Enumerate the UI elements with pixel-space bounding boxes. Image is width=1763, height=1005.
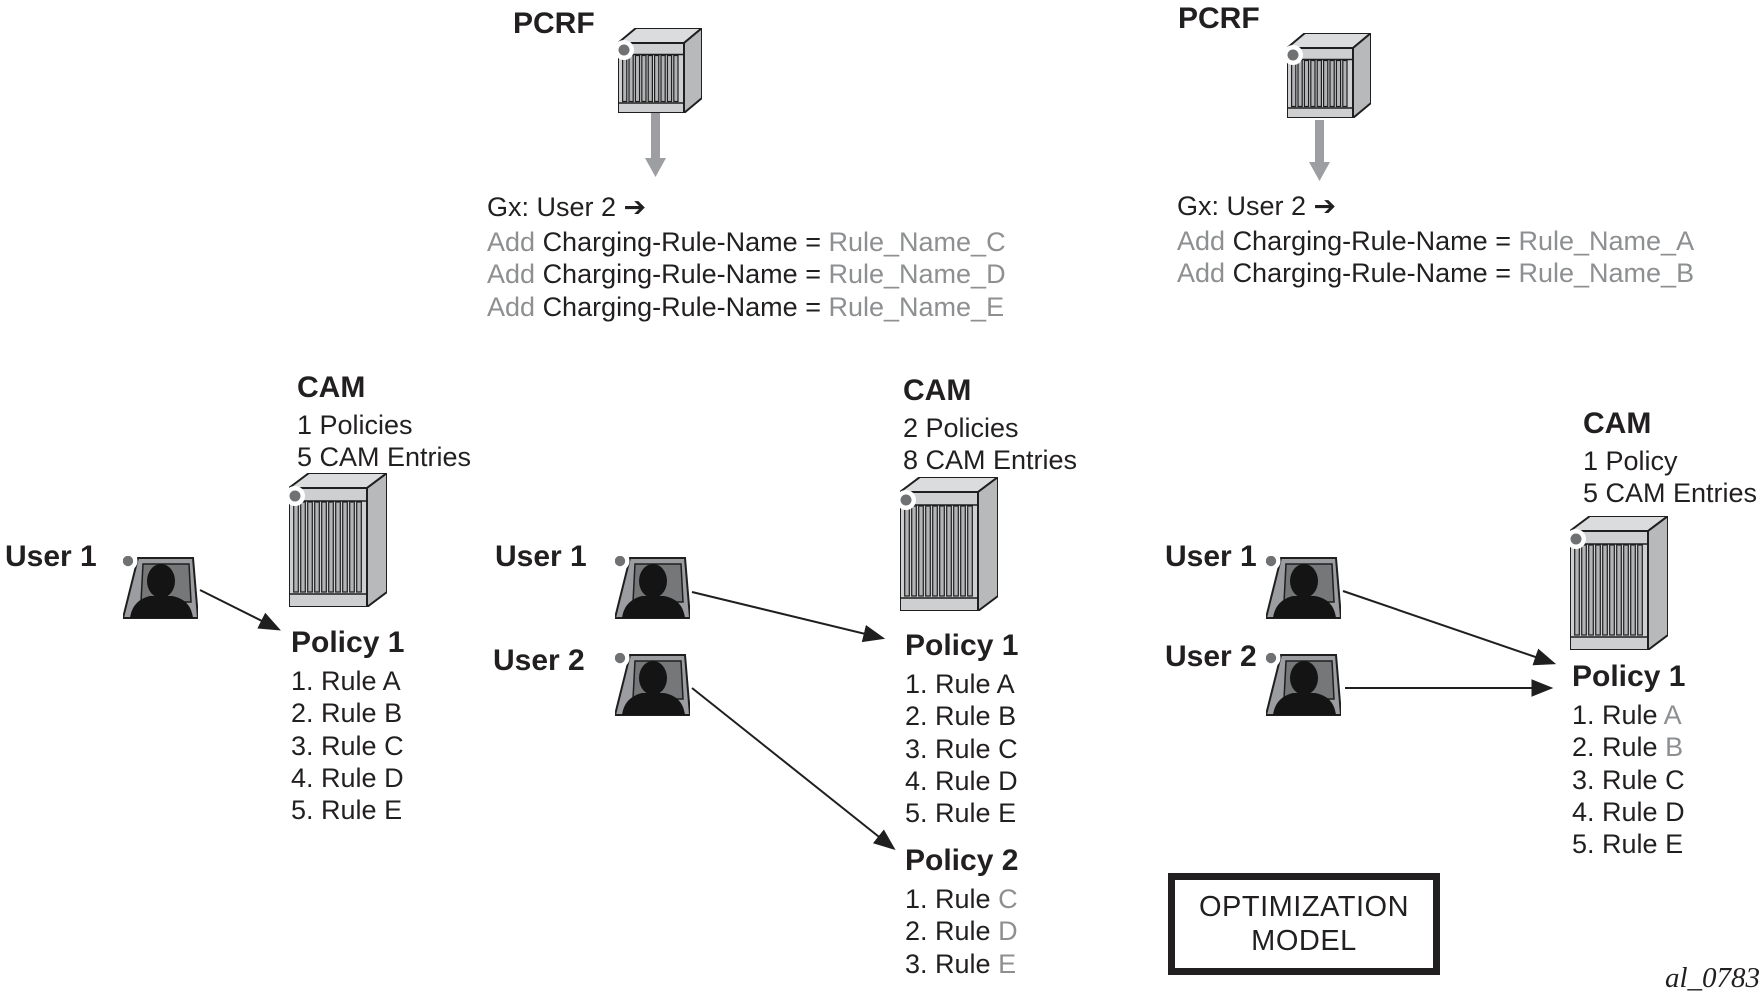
avp-name: Charging-Rule-Name (1232, 258, 1488, 289)
rule-prefix: 4. Rule (291, 762, 377, 793)
avp-name: Charging-Rule-Name (542, 291, 798, 322)
rule-prefix: 3. Rule (291, 730, 377, 761)
rule-value: Rule_Name_C (828, 227, 1006, 257)
policy-rule (291, 794, 404, 826)
policy-rules (1572, 699, 1685, 860)
policy2-block-middle (905, 844, 1018, 980)
policy-rule (905, 797, 1018, 829)
policy1-block-middle (905, 629, 1018, 829)
add-keyword: Add (487, 259, 536, 290)
policy-rule (905, 668, 1018, 700)
pcrf-router-icon (618, 28, 702, 113)
rule-letter: A (996, 669, 1015, 699)
pcrf-right-title: PCRF (1178, 2, 1260, 35)
rule-letter: C (998, 884, 1018, 914)
rule-letter: B (384, 698, 403, 729)
cam-entry-count: 8 CAM Entries (903, 445, 1078, 476)
rule-letter: E (998, 948, 1017, 979)
add-keyword: Add (487, 291, 536, 322)
cam-chassis-icon (1570, 516, 1668, 650)
rule-letter: D (998, 765, 1018, 796)
pcrf-right-down-arrow (1309, 120, 1330, 181)
rule-letter: B (998, 701, 1017, 732)
cam-chassis-icon (289, 473, 387, 607)
rule-prefix: 3. Rule (1572, 764, 1658, 795)
avp-name: Charging-Rule-Name (542, 227, 798, 257)
right-arrow-glyph: ➔ (1313, 191, 1337, 221)
rule-prefix: 1. Rule (291, 666, 377, 696)
user1-label: User 1 (495, 540, 587, 573)
arrow-mid-user1-policy1 (692, 592, 882, 638)
policy-rule (905, 948, 1018, 980)
user-avatar-icon (1266, 556, 1341, 620)
cam-entry-count: 5 CAM Entries (297, 442, 472, 473)
cam-title: CAM (297, 371, 366, 404)
cam-policy-count: 1 Policies (297, 410, 413, 440)
rule-letter: E (384, 795, 403, 826)
cam-left-labels (297, 369, 471, 474)
rule-letter: A (1663, 700, 1682, 730)
equals-sign: = (1495, 258, 1511, 289)
rule-prefix: 1. Rule (1572, 700, 1658, 730)
gx-label: Gx: User 2 (1177, 191, 1307, 221)
user2-label: User 2 (493, 644, 585, 677)
add-keyword: Add (1177, 258, 1226, 289)
charging-rule-line (487, 258, 1006, 290)
rule-letter: C (998, 733, 1018, 764)
gx-session-line (487, 190, 1006, 224)
policy-rule (291, 665, 404, 697)
rule-letter: E (998, 798, 1017, 829)
pcrf-right-message (1177, 189, 1694, 290)
rule-prefix: 2. Rule (291, 698, 377, 729)
rule-letter: D (384, 762, 404, 793)
rule-letter: D (998, 916, 1018, 947)
rule-letter: E (1665, 829, 1684, 860)
equals-sign: = (1495, 226, 1511, 256)
rule-prefix: 5. Rule (291, 795, 377, 826)
rule-prefix: 4. Rule (1572, 796, 1658, 827)
rule-prefix: 1. Rule (905, 884, 991, 914)
charging-rule-line (487, 226, 1006, 258)
cam-title: CAM (903, 374, 972, 407)
rule-letter: D (1665, 796, 1685, 827)
rule-prefix: 2. Rule (905, 916, 991, 947)
policy-rule (905, 765, 1018, 797)
policy1-block-left (291, 626, 404, 826)
cam-entry-count: 5 CAM Entries (1583, 478, 1758, 509)
rule-prefix: 3. Rule (905, 733, 991, 764)
add-keyword: Add (487, 227, 536, 257)
user-avatar-icon (123, 556, 198, 620)
policy-rule (905, 883, 1018, 915)
rule-letter: B (1665, 732, 1684, 763)
policy-rule (905, 915, 1018, 947)
policy-title: Policy 2 (905, 844, 1019, 877)
rule-letter: A (382, 666, 401, 696)
policy-rules (905, 668, 1018, 829)
cam-policy-count: 1 Policy (1583, 446, 1678, 476)
user1-label: User 1 (5, 540, 97, 573)
cam-policy-count: 2 Policies (903, 413, 1019, 443)
avp-name: Charging-Rule-Name (542, 259, 798, 290)
rule-value: Rule_Name_D (828, 259, 1006, 290)
rule-letter: C (384, 730, 404, 761)
cam-middle-labels (903, 372, 1077, 477)
user-avatar-icon (1266, 653, 1341, 717)
user-avatar-icon (615, 556, 690, 620)
policy-rule (1572, 764, 1685, 796)
charging-rule-line (487, 291, 1006, 323)
add-keyword: Add (1177, 226, 1226, 256)
rule-prefix: 1. Rule (905, 669, 991, 699)
equals-sign: = (805, 291, 821, 322)
policy-rule (291, 762, 404, 794)
policy-rule (291, 697, 404, 729)
rule-prefix: 3. Rule (905, 948, 991, 979)
policy-title: Policy 1 (291, 626, 405, 659)
arrow-right-user1-policy1 (1343, 591, 1553, 663)
user-avatar-icon (615, 653, 690, 717)
equals-sign: = (805, 259, 821, 290)
optimization-box-line2: MODEL (1251, 925, 1357, 957)
user2-label: User 2 (1165, 640, 1257, 673)
rule-letter: C (1665, 764, 1685, 795)
pcrf-center-down-arrow (645, 113, 666, 177)
policy-rule (1572, 699, 1685, 731)
policy-rule (291, 730, 404, 762)
cam-chassis-icon (900, 477, 998, 611)
optimization-box-line1: OPTIMIZATION (1198, 891, 1410, 923)
rule-value: Rule_Name_B (1518, 258, 1695, 289)
rule-value: Rule_Name_E (828, 291, 1005, 322)
policy-rule (1572, 731, 1685, 763)
policy-rules (291, 665, 404, 826)
policy1-block-right (1572, 660, 1685, 860)
rule-prefix: 4. Rule (905, 765, 991, 796)
avp-name: Charging-Rule-Name (1232, 226, 1488, 256)
equals-sign: = (805, 227, 821, 257)
gx-label: Gx: User 2 (487, 192, 617, 222)
rule-value: Rule_Name_A (1518, 226, 1695, 256)
arrow-left-user1-policy1 (200, 590, 278, 629)
rule-prefix: 5. Rule (905, 798, 991, 829)
policy-rule (905, 733, 1018, 765)
policy-rule (905, 700, 1018, 732)
right-arrow-glyph: ➔ (623, 192, 647, 222)
policy-title: Policy 1 (1572, 660, 1686, 693)
policy-rule (1572, 828, 1685, 860)
optimization-model-box (1168, 873, 1440, 975)
gx-session-line (1177, 189, 1694, 223)
rule-prefix: 2. Rule (1572, 732, 1658, 763)
cam-right-labels (1583, 405, 1757, 510)
user1-label: User 1 (1165, 540, 1257, 573)
policy-title: Policy 1 (905, 629, 1019, 662)
charging-rule-line (1177, 257, 1694, 289)
arrow-mid-user2-policy2 (692, 688, 893, 848)
pcrf-router-icon (1287, 33, 1371, 118)
policy-rules (905, 883, 1018, 980)
cam-title: CAM (1583, 407, 1652, 440)
rule-prefix: 5. Rule (1572, 829, 1658, 860)
policy-rule (1572, 796, 1685, 828)
pcrf-center-message (487, 190, 1006, 323)
charging-rule-line (1177, 225, 1694, 257)
rule-prefix: 2. Rule (905, 701, 991, 732)
pcrf-center-title: PCRF (513, 7, 595, 40)
figure-id-label: al_0783 (1664, 962, 1760, 994)
